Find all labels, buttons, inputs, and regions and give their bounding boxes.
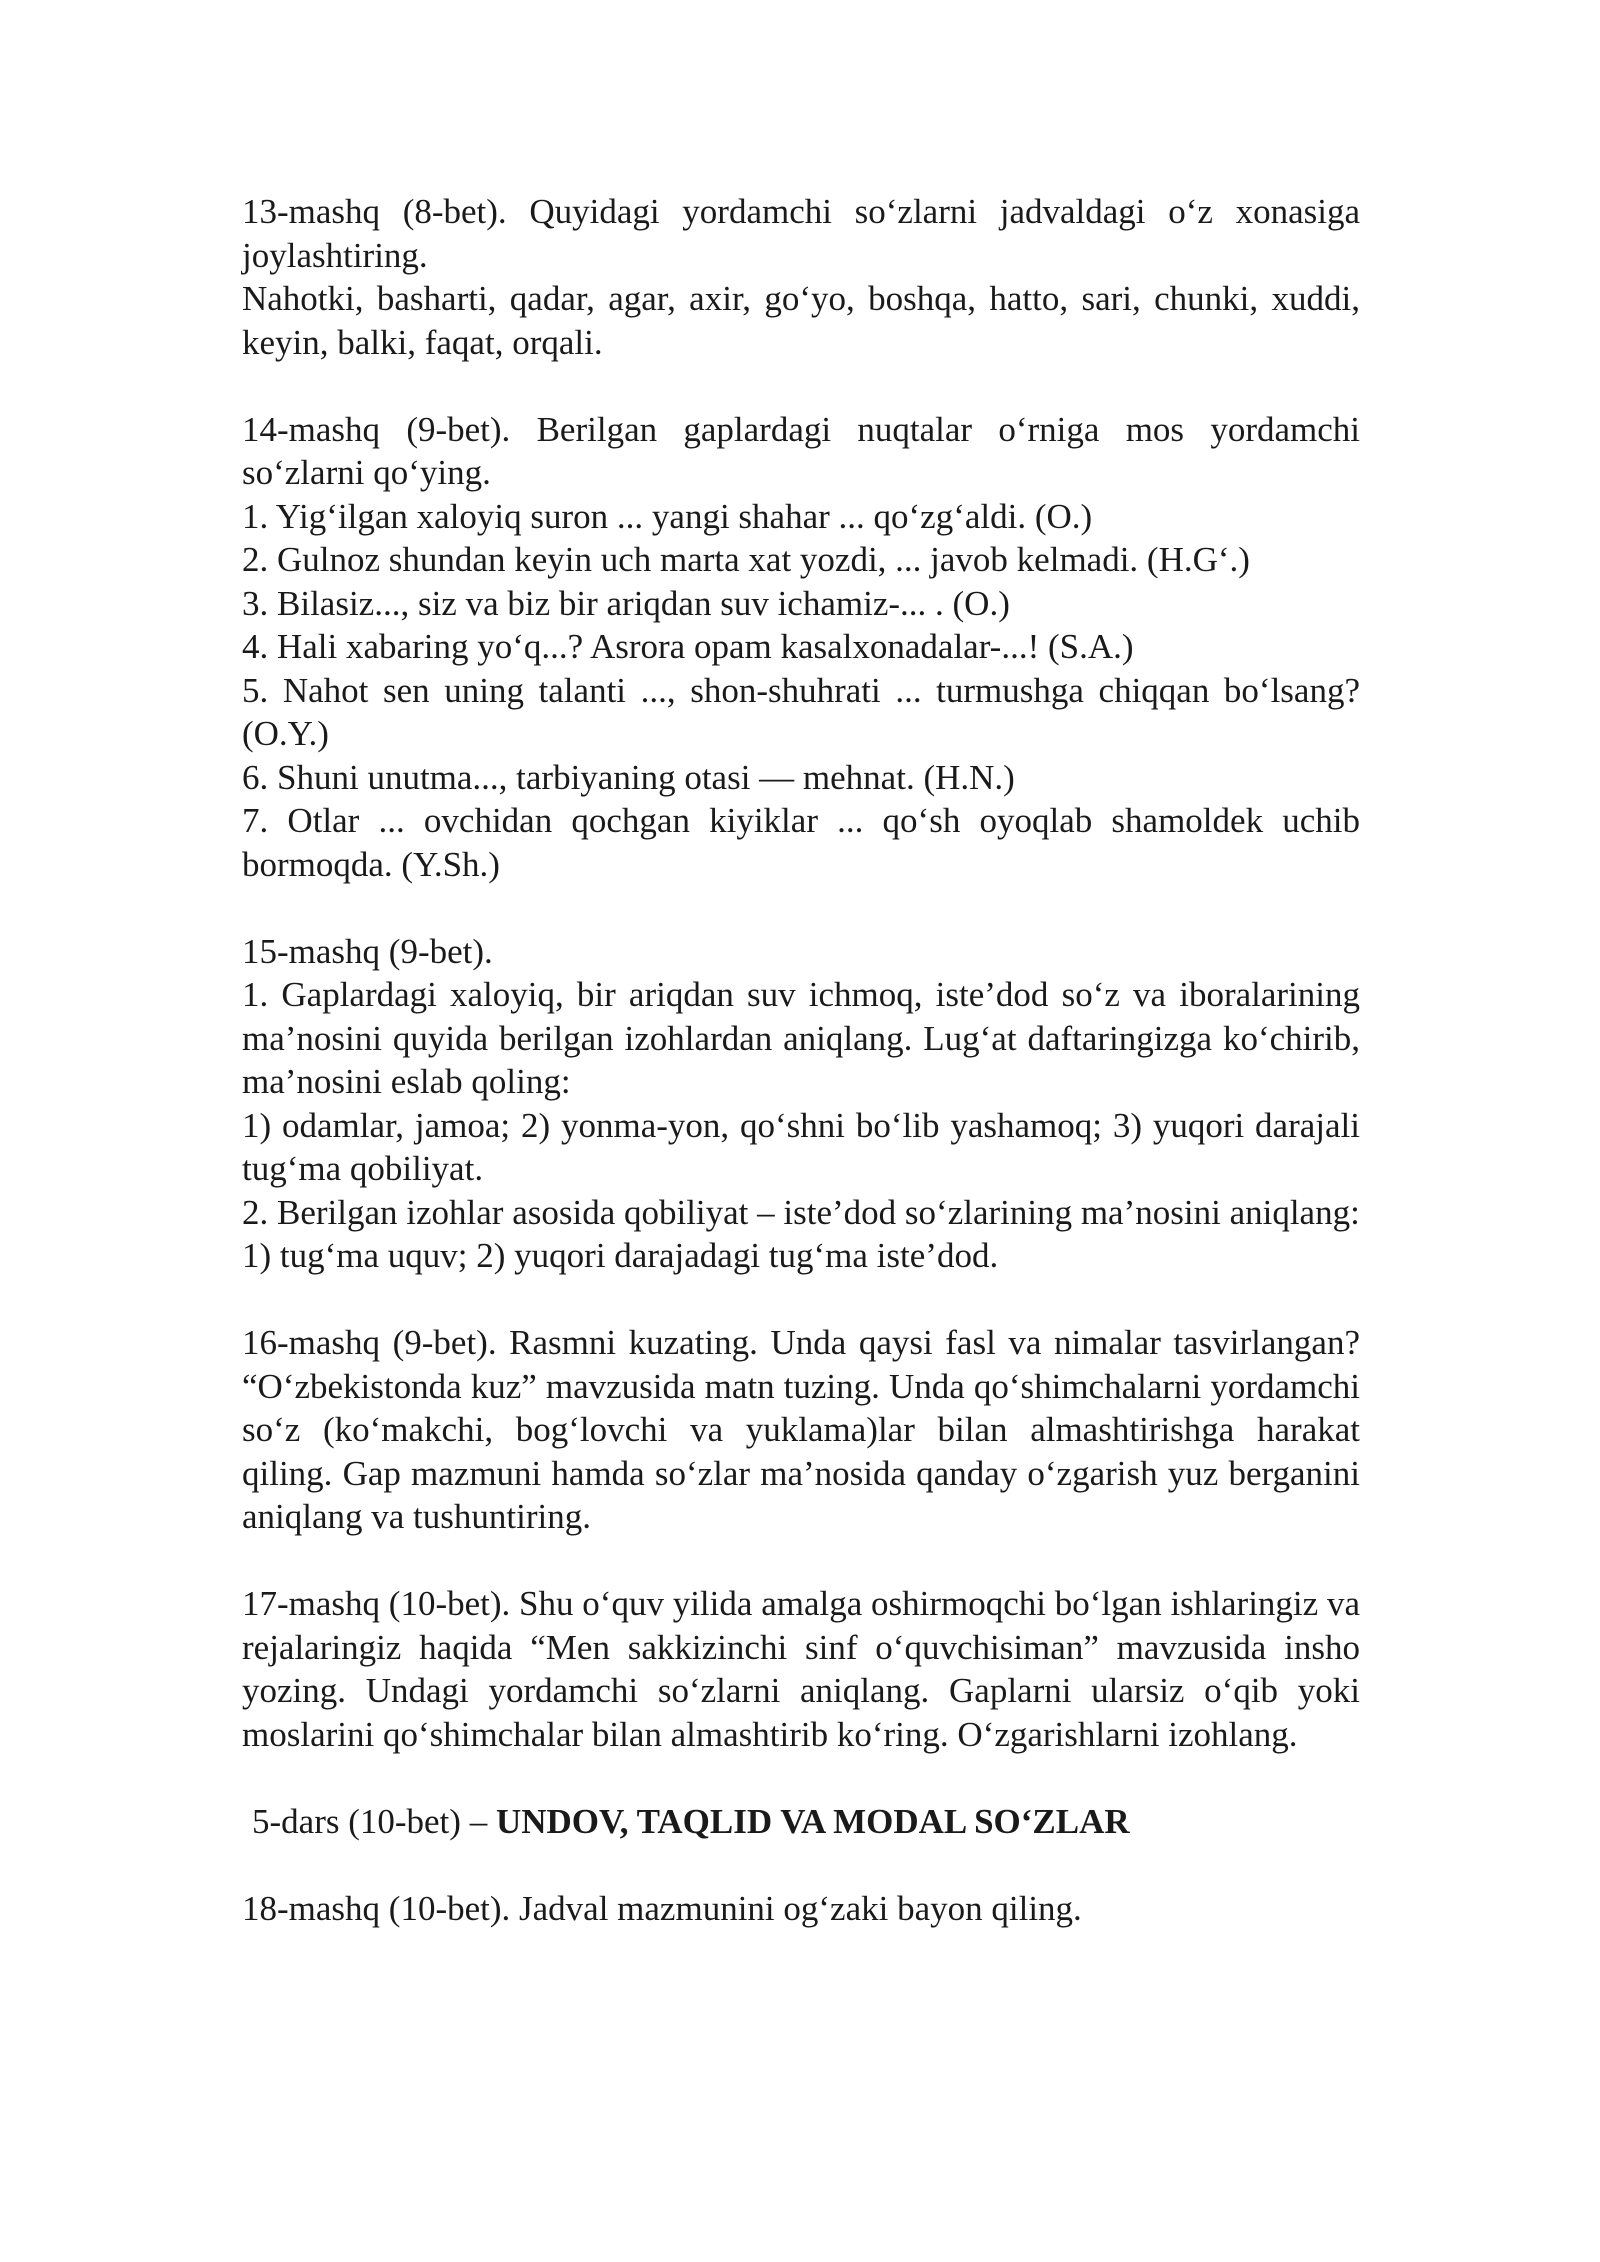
exercise-14-heading: 14-mashq (9-bet). Berilgan gaplardagi nuqtalar o‘rniga mos yordamchi so‘zlarni qo‘ying. [242,409,1360,492]
spacer [242,1539,1360,1583]
exercise-13-heading: 13-mashq (8-bet). Quyidagi yordamchi so‘zlarni jadvaldagi o‘z xonasiga joylashtiring. [242,192,1360,275]
exercise-18-text: 18-mashq (10-bet). Jadval mazmunini og‘zaki bayon qiling. [242,1888,1082,1928]
exercise-15-heading: 15-mashq (9-bet). [242,931,493,971]
lesson-5-heading [242,1800,1360,1844]
exercise-17-text: 17-mashq (10-bet). Shu o‘quv yilida amalga oshirmoqchi bo‘lgan ishlaringiz va rejalaringiz haqida “Men sakkizinchi sinf o‘quvchisiman” mavzusida insho yozing. Undagi yordamchi so‘zlarni aniqlang. Gaplarni ularsiz o‘qib yoki moslarini qo‘shimchalar bilan almashtirib ko‘ring. O‘zgarishlarni izohlang. [242,1584,1360,1754]
exercise-14-item-4: 4. Hali xabaring yo‘q...? Asrora opam kasalxonadalar-...! (S.A.) [242,627,1134,666]
document-page [242,190,1360,1930]
exercise-14-item-3: 3. Bilasiz..., siz va biz bir ariqdan suv ichamiz-... . (O.) [242,583,1010,623]
spacer [242,1756,1360,1800]
spacer [242,1843,1360,1887]
exercise-14-item-6: 6. Shuni unutma..., tarbiyaning otasi — mehnat. (H.N.) [242,757,1015,797]
lesson-5-title: UNDOV, TAQLID VA MODAL SO‘ZLAR [495,1801,1130,1841]
exercise-14-item-7: 7. Otlar ... ovchidan qochgan kiyiklar ... qo‘sh oyoqlab shamoldek uchib bormoqda. (Y.Sh.) [242,801,1360,884]
lesson-5-prefix: 5-dars (10-bet) – [252,1801,496,1841]
exercise-14-item-2: 2. Gulnoz shundan keyin uch marta xat yozdi, ... javob kelmadi. (H.G‘.) [242,540,1250,579]
exercise-16-text: 16-mashq (9-bet). Rasmni kuzating. Unda qaysi fasl va nimalar tasvirlangan? “O‘zbekistonda kuz” mavzusida matn tuzing. Unda qo‘shimchalarni yordamchi so‘z (ko‘makchi, bog‘lovchi va yuklama)lar bilan almashtirishga harakat qiling. Gap mazmuni hamda so‘zlar ma’nosida qanday o‘zgarish yuz berganini aniqlang va tushuntiring. [242,1323,1360,1536]
spacer [242,364,1360,408]
spacer [242,886,1360,930]
exercise-13-word-list: Nahotki, basharti, qadar, agar, axir, go‘yo, boshqa, hatto, sari, chunki, xuddi, keyin, balki, faqat, orqali. [242,279,1360,362]
exercise-14-item-1: 1. Yig‘ilgan xaloyiq suron ... yangi shahar ... qo‘zg‘aldi. (O.) [242,496,1093,536]
exercise-14-item-5: 5. Nahot sen uning talanti ..., shon-shuhrati ... turmushga chiqqan bo‘lsang? (O.Y.) [242,670,1360,753]
exercise-15-task-1: 1. Gaplardagi xaloyiq, bir ariqdan suv ichmoq, iste’dod so‘z va iboralarining ma’nosini quyida berilgan izohlardan aniqlang. Lug‘at daftaringizga ko‘chirib, ma’nosini eslab qoling: [242,975,1360,1101]
spacer [242,1278,1360,1322]
exercise-15-task-2: 2. Berilgan izohlar asosida qobiliyat – iste’dod so‘zlarining ma’nosini aniqlang: [242,1192,1360,1232]
exercise-15-task-1-answers: 1) odamlar, jamoa; 2) yonma-yon, qo‘shni bo‘lib yashamoq; 3) yuqori darajali tug‘ma qobiliyat. [242,1105,1360,1188]
exercise-15-task-2-answers: 1) tug‘ma uquv; 2) yuqori darajadagi tug‘ma iste’dod. [242,1236,999,1275]
